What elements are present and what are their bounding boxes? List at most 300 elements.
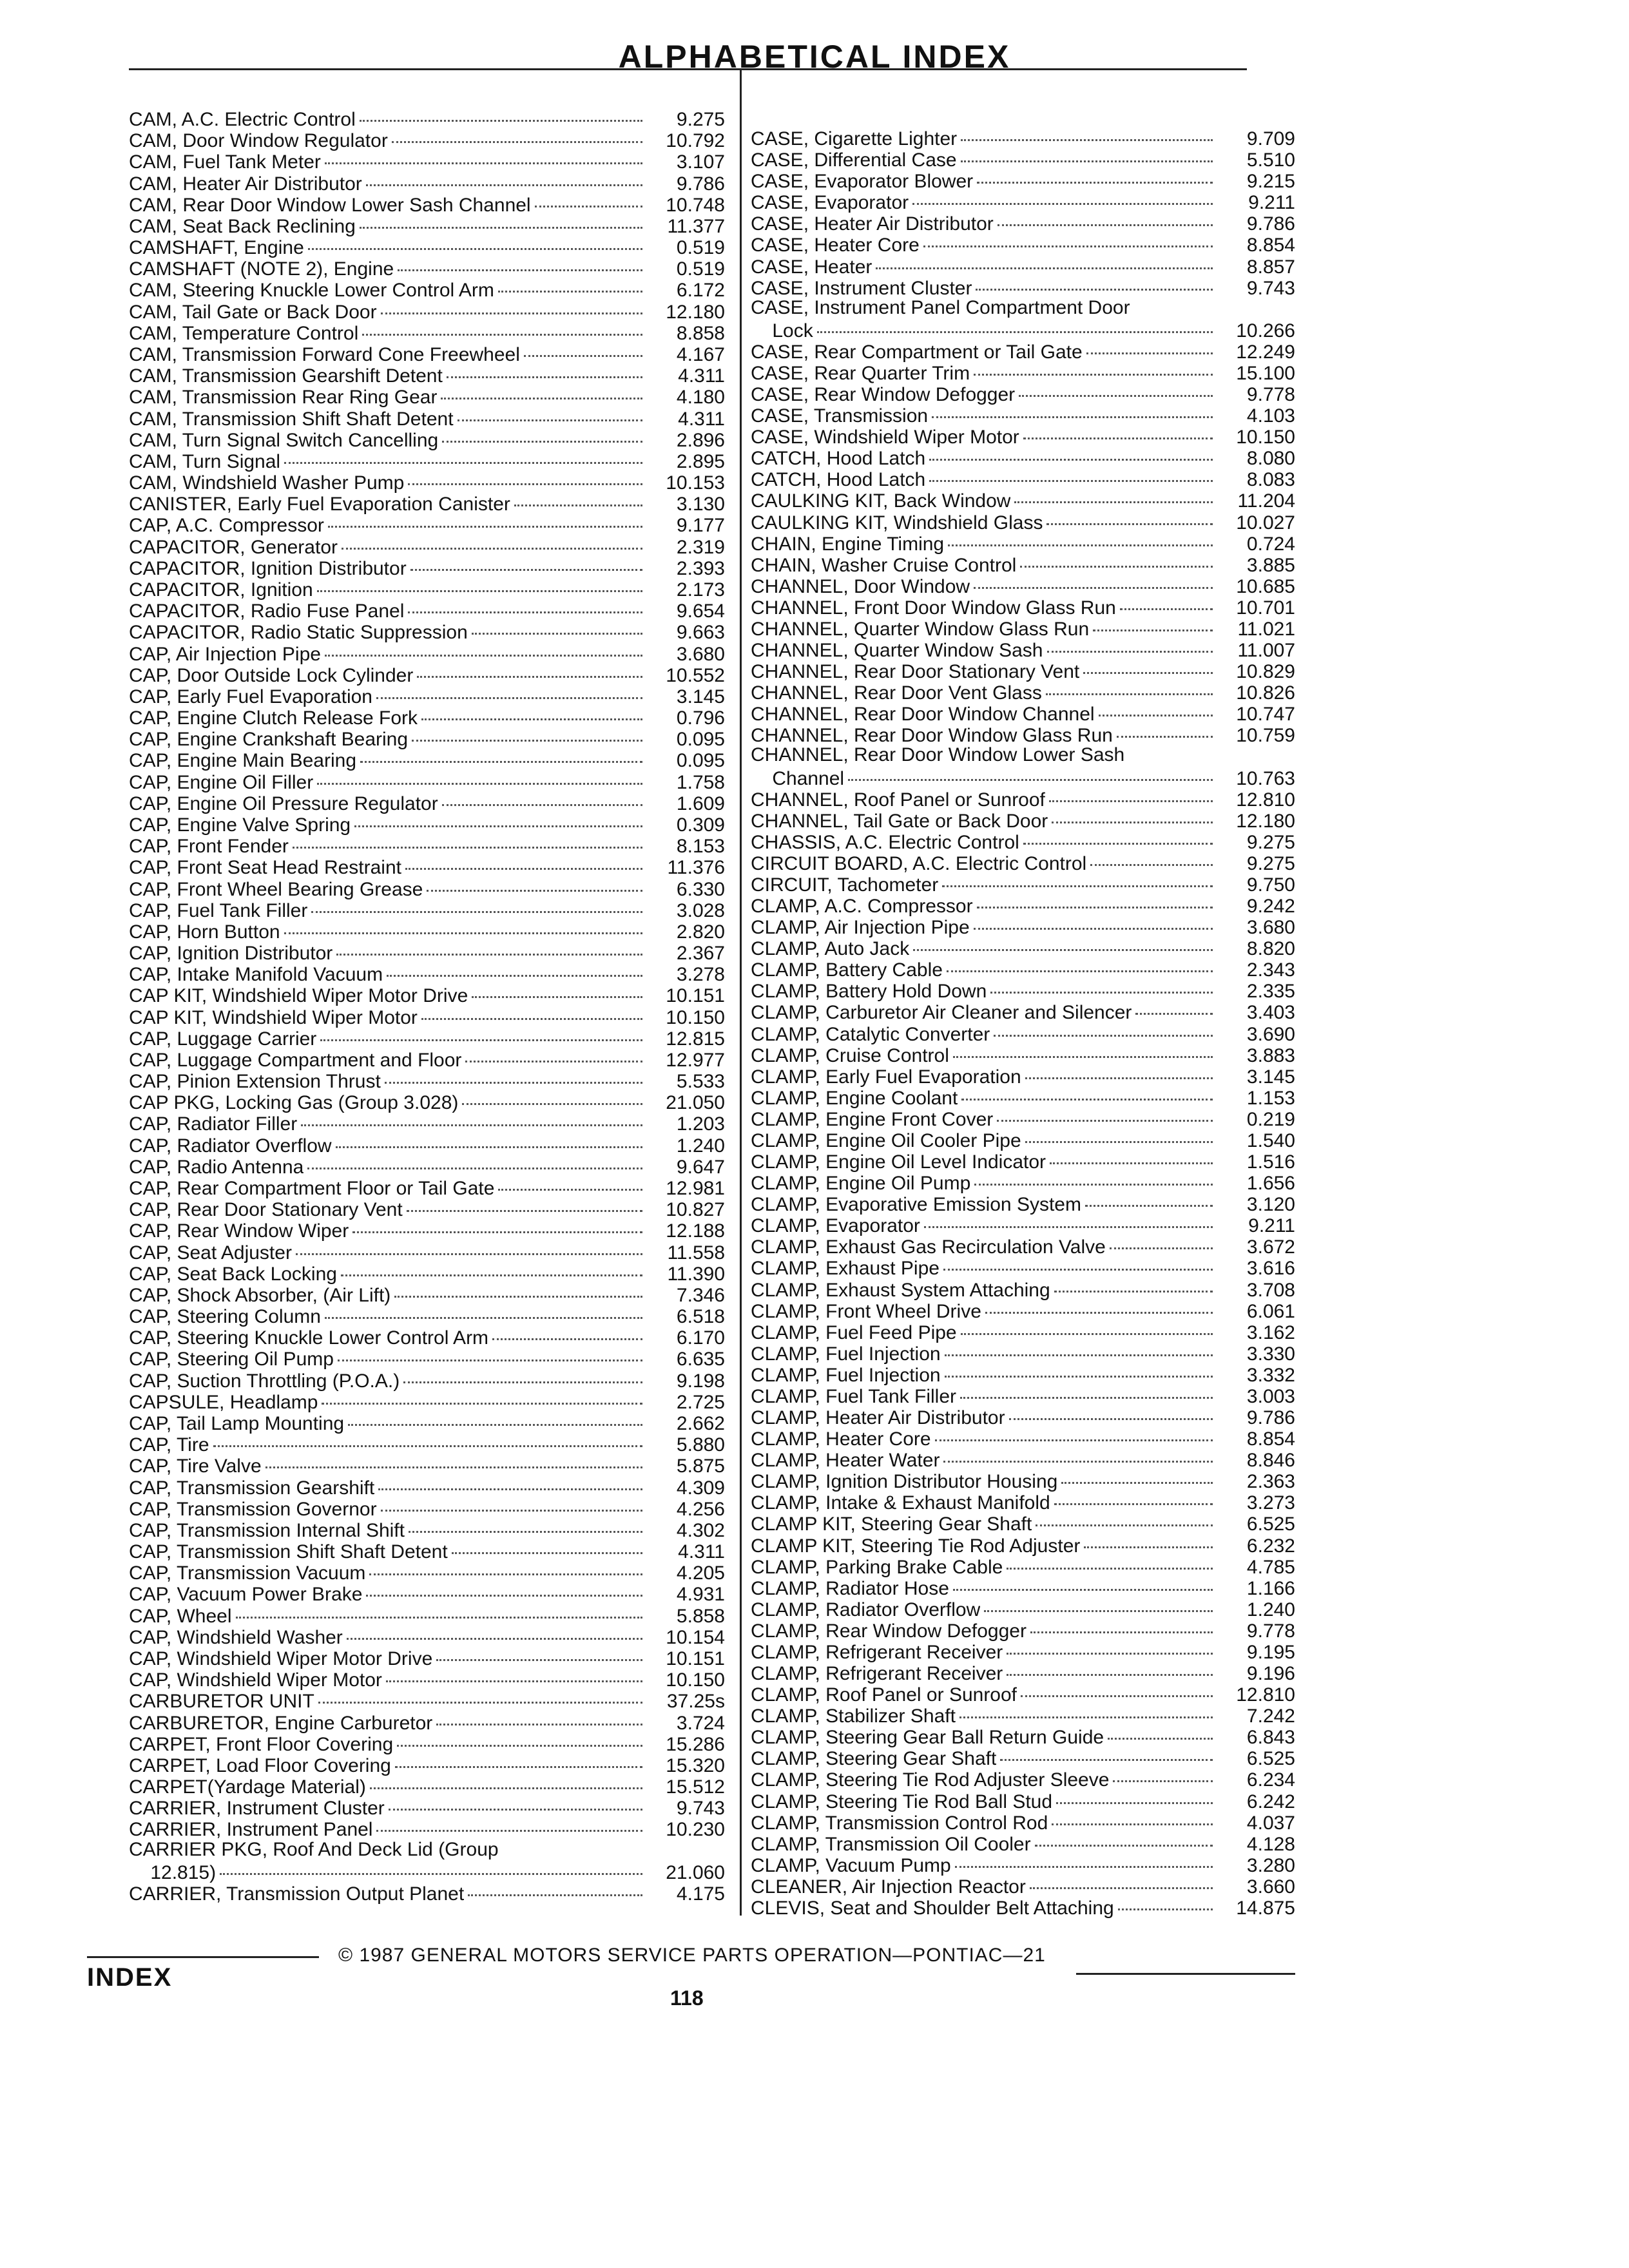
entry-reference: 1.656 (1246, 1173, 1295, 1194)
entry-reference: 10.027 (1236, 512, 1295, 533)
entry-reference: 2.335 (1246, 981, 1295, 1002)
index-entry (751, 1166, 1295, 1194)
dot-leader (1019, 373, 1213, 397)
entry-reference: 12.249 (1236, 341, 1295, 363)
entry-reference: 9.275 (676, 109, 725, 130)
entry-name: CARBURETOR, Engine Carburetor (129, 1713, 433, 1734)
entry-name: CASE, Instrument Panel Compartment Door (751, 297, 1130, 318)
entry-reference: 6.635 (676, 1349, 725, 1370)
entry-name: CHANNEL, Quarter Window Glass Run (751, 619, 1090, 640)
entry-reference: 6.518 (676, 1306, 725, 1327)
index-entry (751, 782, 1295, 811)
entry-name: CHANNEL, Rear Door Window Glass Run (751, 725, 1113, 746)
entry-reference: 8.854 (1246, 1428, 1295, 1450)
entry-reference: 10.552 (666, 665, 725, 686)
entry-reference: 11.204 (1237, 490, 1295, 512)
entry-reference: 12.977 (666, 1050, 725, 1071)
entry-name: CARRIER, Instrument Cluster (129, 1798, 385, 1819)
entry-reference: 1.758 (676, 772, 725, 793)
dot-leader (924, 1204, 1213, 1228)
entry-reference: 10.150 (666, 1669, 725, 1691)
entry-reference: 2.343 (1246, 959, 1295, 981)
dot-leader (1000, 1737, 1213, 1761)
entry-name: CHANNEL, Rear Door Vent Glass (751, 682, 1042, 704)
dot-leader (1054, 1481, 1213, 1505)
entry-name: CLAMP, Steering Gear Shaft (751, 1748, 997, 1769)
entry-reference: 9.211 (1248, 192, 1295, 213)
dot-leader (912, 181, 1213, 205)
entry-name: CAP, Seat Adjuster (129, 1242, 292, 1264)
index-entry (751, 1123, 1295, 1151)
entry-name: CLAMP, Radiator Overflow (751, 1599, 981, 1620)
dot-leader (1086, 331, 1213, 354)
index-entry (751, 1485, 1295, 1514)
entry-reference: 5.533 (676, 1071, 725, 1092)
entry-name: CLAMP, Evaporator (751, 1215, 920, 1236)
entry-name: CASE, Evaporator (751, 192, 909, 213)
entry-name: CLAMP, Heater Core (751, 1428, 931, 1450)
entry-name: CLAMP, Auto Jack (751, 938, 910, 959)
entry-name: CAPACITOR, Generator (129, 537, 338, 558)
dot-leader (1050, 1140, 1213, 1164)
entry-reference: 3.708 (1246, 1280, 1295, 1301)
entry-reference: 12.810 (1236, 789, 1295, 811)
entry-name: CATCH, Hood Latch (751, 448, 926, 469)
entry-reference: 9.196 (1246, 1663, 1295, 1684)
dot-leader (817, 309, 1213, 333)
entry-name: CAP, Rear Compartment Floor or Tail Gate (129, 1178, 495, 1199)
dot-leader (960, 1375, 1213, 1399)
entry-reference: 10.763 (1236, 768, 1295, 789)
page-number: 118 (670, 1986, 704, 2010)
entry-reference: 4.256 (676, 1499, 725, 1520)
entry-name: CAULKING KIT, Windshield Glass (751, 512, 1043, 533)
entry-reference: 4.311 (678, 408, 725, 430)
entry-name: CLAMP, Battery Cable (751, 959, 943, 981)
entry-reference: 10.230 (666, 1819, 725, 1840)
entry-name: CLAMP, A.C. Compressor (751, 896, 973, 917)
entry-reference: 9.786 (676, 173, 725, 195)
entry-reference: 9.195 (1246, 1642, 1295, 1663)
index-entry (751, 1784, 1295, 1812)
entry-reference: 3.330 (1246, 1343, 1295, 1365)
entry-name: CAP, Radiator Overflow (129, 1135, 332, 1157)
entry-name: CLAMP, Engine Front Cover (751, 1109, 994, 1130)
entry-reference: 7.242 (1246, 1706, 1295, 1727)
entry-reference: 37.25s (666, 1691, 725, 1712)
dot-leader (1023, 821, 1213, 845)
entry-name: CLAMP KIT, Steering Tie Rod Adjuster (751, 1535, 1081, 1557)
dot-leader (1093, 608, 1213, 631)
entry-reference: 4.311 (678, 1541, 725, 1562)
entry-reference: 11.558 (667, 1242, 725, 1264)
entry-reference: 2.367 (676, 943, 725, 964)
dot-leader (1025, 1119, 1213, 1143)
entry-name: CHANNEL, Quarter Window Sash (751, 640, 1043, 661)
dot-leader (1007, 1652, 1213, 1676)
entry-reference: 6.330 (676, 879, 725, 900)
entry-name: CAP, A.C. Compressor (129, 515, 324, 536)
dot-leader (953, 1567, 1213, 1591)
entry-reference: 10.151 (666, 1648, 725, 1669)
entry-name: CLAMP, Exhaust Gas Recirculation Valve (751, 1236, 1106, 1258)
entry-reference: 3.680 (676, 644, 725, 665)
entry-reference: 8.857 (1246, 256, 1295, 278)
entry-name: CLAMP, Cruise Control (751, 1045, 949, 1066)
entry-name: CAP, Wheel (129, 1606, 232, 1627)
entry-reference: 3.003 (1246, 1386, 1295, 1407)
entry-name: CIRCUIT, Tachometer (751, 874, 939, 896)
entry-reference: 3.162 (1246, 1322, 1295, 1343)
entry-reference: 0.309 (676, 814, 725, 836)
entry-reference: 2.725 (676, 1392, 725, 1413)
entry-name: CLAMP, Engine Oil Cooler Pipe (751, 1130, 1021, 1151)
entry-name: CARBURETOR UNIT (129, 1691, 314, 1712)
entry-name: CAM, Transmission Shift Shaft Detent (129, 408, 454, 430)
entry-name: CHANNEL, Rear Door Window Channel (751, 704, 1095, 725)
entry-name: CARPET, Front Floor Covering (129, 1734, 394, 1755)
dot-leader (945, 1332, 1213, 1356)
entry-reference: 10.748 (666, 195, 725, 216)
entry-reference: 1.609 (676, 793, 725, 814)
entry-name: CASE, Differential Case (751, 149, 957, 171)
entry-name: CASE, Heater (751, 256, 872, 278)
entry-reference: 9.647 (676, 1157, 725, 1178)
index-entry (751, 271, 1295, 299)
entry-name: CAP, Steering Oil Pump (129, 1349, 334, 1370)
entry-name: CAPACITOR, Radio Fuse Panel (129, 601, 405, 622)
entry-reference: 2.895 (676, 451, 725, 472)
entry-reference: 9.275 (1246, 853, 1295, 874)
dot-leader (953, 1034, 1213, 1058)
entry-reference: 0.724 (1246, 533, 1295, 555)
entry-reference: 0.519 (676, 237, 725, 258)
dot-leader (977, 160, 1213, 184)
dot-leader (1084, 1524, 1213, 1548)
entry-name: CAP, Radiator Filler (129, 1113, 298, 1135)
entry-reference: 5.510 (1246, 149, 1295, 171)
entry-reference: 4.311 (678, 365, 725, 387)
entry-name: CHAIN, Engine Timing (751, 533, 945, 555)
dot-leader (1009, 1396, 1213, 1420)
dot-leader (998, 202, 1213, 226)
entry-name: CAP, Engine Valve Spring (129, 814, 351, 836)
index-entry (751, 569, 1295, 597)
entry-name: CAP, Fuel Tank Filler (129, 900, 308, 921)
entry-reference: 4.309 (676, 1477, 725, 1499)
dot-leader (1061, 1460, 1213, 1484)
index-entry (751, 1506, 1295, 1535)
entry-reference: 2.896 (676, 430, 725, 451)
entry-name: CAP, Early Fuel Evaporation (129, 686, 372, 707)
page-title: ALPHABETICAL INDEX (618, 39, 1011, 75)
entry-name: CLAMP, Fuel Feed Pipe (751, 1322, 957, 1343)
entry-reference: 3.680 (1246, 917, 1295, 938)
entry-name: CAP, Engine Crankshaft Bearing (129, 729, 409, 750)
dot-leader (913, 927, 1213, 951)
entry-name: CAP, Radio Antenna (129, 1157, 304, 1178)
entry-reference: 9.709 (1246, 128, 1295, 149)
entry-reference: 5.858 (676, 1606, 725, 1627)
dot-leader (1030, 1865, 1213, 1889)
entry-reference: 4.103 (1246, 405, 1295, 427)
entry-name: CARRIER PKG, Roof And Deck Lid (Group (129, 1839, 499, 1860)
entry-reference: 10.266 (1236, 320, 1295, 341)
entry-name: CAP, Front Seat Head Restraint (129, 857, 401, 878)
entry-name: CAP, Steering Knuckle Lower Control Arm (129, 1327, 489, 1349)
entry-reference: 15.100 (1236, 363, 1295, 384)
index-entry (751, 1890, 1295, 1919)
entry-reference: 5.880 (676, 1434, 725, 1456)
entry-reference: 2.363 (1246, 1471, 1295, 1492)
entry-name: CAP, Windshield Wiper Motor Drive (129, 1648, 433, 1669)
dot-leader (1035, 1823, 1213, 1847)
entry-name: CLAMP, Ignition Distributor Housing (751, 1471, 1058, 1492)
entry-reference: 10.747 (1236, 704, 1295, 725)
entry-name: CASE, Heater Core (751, 235, 920, 256)
entry-name: CLAMP, Catalytic Converter (751, 1024, 990, 1045)
entry-name: CLAMP, Steering Tie Rod Ball Stud (751, 1791, 1053, 1812)
dot-leader (974, 906, 1213, 930)
entry-reference: 12.180 (1236, 811, 1295, 832)
entry-reference: 8.153 (676, 836, 725, 857)
entry-name: CAP, Shock Absorber, (Air Lift) (129, 1285, 391, 1306)
entry-name: CAP, Front Wheel Bearing Grease (129, 879, 423, 900)
dot-leader (1036, 1503, 1213, 1526)
entry-name: CHANNEL, Door Window (751, 576, 970, 597)
entry-name: CARPET, Load Floor Covering (129, 1755, 391, 1776)
dot-leader (1085, 1183, 1213, 1207)
entry-name: CAM, Turn Signal (129, 451, 281, 472)
entry-name: CLAMP, Refrigerant Receiver (751, 1663, 1003, 1684)
entry-reference: 10.151 (666, 985, 725, 1006)
entry-name: CATCH, Hood Latch (751, 469, 926, 490)
index-entry (751, 974, 1295, 1002)
entry-name: CHASSIS, A.C. Electric Control (751, 832, 1019, 853)
dot-leader (974, 352, 1213, 376)
entry-name: CLAMP, Stabilizer Shaft (751, 1706, 956, 1727)
entry-reference: 12.188 (666, 1220, 725, 1242)
entry-reference: 14.875 (1236, 1898, 1295, 1919)
entry-name: CAMSHAFT (NOTE 2), Engine (129, 258, 394, 280)
entry-name: CAM, Transmission Rear Ring Gear (129, 387, 438, 408)
index-entry (751, 313, 1295, 341)
entry-name: CHANNEL, Rear Door Stationary Vent (751, 661, 1080, 682)
entry-reference: 2.173 (676, 579, 725, 601)
entry-name: CAP, Engine Main Bearing (129, 750, 356, 771)
entry-reference: 9.743 (676, 1798, 725, 1819)
index-entry (751, 1251, 1295, 1279)
entry-name: CAP, Windshield Wiper Motor (129, 1669, 382, 1691)
entry-name: CAP, Steering Column (129, 1306, 321, 1327)
entry-reference: 6.170 (676, 1327, 725, 1349)
index-entry (751, 825, 1295, 853)
dot-leader (984, 1588, 1213, 1612)
entry-reference: 3.145 (1246, 1066, 1295, 1088)
entry-name: CLAMP, Transmission Control Rod (751, 1812, 1048, 1834)
entry-reference: 11.377 (667, 216, 725, 237)
entry-reference: 3.273 (1246, 1492, 1295, 1514)
entry-name: CAPACITOR, Radio Static Suppression (129, 622, 468, 643)
entry-reference: 15.320 (666, 1755, 725, 1776)
entry-reference: 11.007 (1237, 640, 1295, 661)
entry-name: CARPET(Yardage Material) (129, 1776, 366, 1798)
entry-name: CAP, Transmission Vacuum (129, 1562, 366, 1584)
entry-name: CAM, Turn Signal Switch Cancelling (129, 430, 439, 451)
entry-reference: 3.885 (1246, 555, 1295, 576)
entry-reference: 0.095 (676, 729, 725, 750)
index-entry (751, 675, 1295, 704)
entry-name: CLAMP, Engine Oil Pump (751, 1173, 971, 1194)
entry-name: CAP, Front Fender (129, 836, 289, 857)
dot-leader (876, 245, 1213, 269)
entry-name: CLAMP, Carburetor Air Cleaner and Silencer (751, 1002, 1132, 1023)
entry-name: CAP, Luggage Compartment and Floor (129, 1050, 462, 1071)
index-entry (751, 718, 1295, 746)
entry-reference: 3.616 (1246, 1258, 1295, 1279)
entry-name: CHAIN, Washer Cruise Control (751, 555, 1017, 576)
index-entry (751, 633, 1295, 661)
entry-name: CLAMP, Parking Brake Cable (751, 1557, 1003, 1578)
dot-leader (1134, 288, 1213, 310)
entry-reference: 4.205 (676, 1562, 725, 1584)
entry-reference: 1.240 (1246, 1599, 1295, 1620)
entry-reference: 9.786 (1246, 1407, 1295, 1428)
entry-reference: 10.153 (666, 472, 725, 494)
dot-leader (976, 267, 1213, 291)
entry-reference: 9.743 (1246, 278, 1295, 299)
entry-name: CLAMP, Fuel Injection (751, 1365, 941, 1386)
dot-leader (1049, 778, 1213, 802)
entry-reference: 3.278 (676, 964, 725, 985)
entry-reference: 15.286 (666, 1734, 725, 1755)
dot-leader (990, 970, 1213, 994)
entry-name: CLAMP, Radiator Hose (751, 1578, 949, 1599)
entry-name: CAMSHAFT, Engine (129, 237, 304, 258)
entry-name: CAM, Transmission Gearshift Detent (129, 365, 443, 387)
entry-name: CAP, Luggage Carrier (129, 1028, 317, 1050)
copyright-notice: © 1987 GENERAL MOTORS SERVICE PARTS OPERATION—PONTIAC—21 (338, 1945, 1046, 1966)
entry-name: CAP, Rear Door Stationary Vent (129, 1199, 403, 1220)
dot-leader (1083, 650, 1213, 674)
entry-reference: 12.810 (1236, 1684, 1295, 1706)
entry-reference: 3.028 (676, 900, 725, 921)
entry-reference: 4.167 (676, 344, 725, 365)
dot-leader (974, 1162, 1213, 1186)
entry-name: CAP, Windshield Washer (129, 1627, 343, 1648)
entry-reference: 5.875 (676, 1456, 725, 1477)
entry-reference: 9.778 (1246, 1620, 1295, 1642)
index-entry (751, 1464, 1295, 1492)
entry-name: CAULKING KIT, Back Window (751, 490, 1011, 512)
entry-reference: 0.519 (676, 258, 725, 280)
dot-leader (1099, 693, 1213, 716)
entry-reference: 3.145 (676, 686, 725, 707)
dot-leader (1046, 671, 1213, 695)
entry-reference: 10.701 (1236, 597, 1295, 619)
dot-leader (943, 1439, 1213, 1463)
entry-reference: 6.232 (1246, 1535, 1295, 1557)
entry-name: CAP, Vacuum Power Brake (129, 1584, 363, 1605)
dot-leader (985, 1290, 1213, 1314)
entry-name: CLAMP, Exhaust Pipe (751, 1258, 940, 1279)
dot-leader (943, 1247, 1213, 1271)
dot-leader (1056, 1780, 1213, 1804)
entry-reference: 10.150 (666, 1007, 725, 1028)
entry-name: CHANNEL, Roof Panel or Sunroof (751, 789, 1045, 811)
entry-name: CAPACITOR, Ignition (129, 579, 313, 601)
entry-reference: 10.826 (1236, 682, 1295, 704)
dot-leader (935, 1418, 1213, 1441)
entry-reference: 11.376 (667, 857, 725, 878)
index-entry (751, 590, 1295, 619)
entry-reference: 3.130 (676, 494, 725, 515)
entry-name: CLAMP, Engine Oil Level Indicator (751, 1151, 1046, 1173)
entry-name: CAM, Rear Door Window Lower Sash Channel (129, 195, 531, 216)
entry-reference: 9.663 (676, 622, 725, 643)
dot-leader (955, 1844, 1213, 1868)
index-entry (751, 1443, 1295, 1471)
entry-name: CLAMP KIT, Steering Gear Shaft (751, 1514, 1032, 1535)
entry-reference: 3.332 (1246, 1365, 1295, 1386)
entry-reference: 9.211 (1248, 1215, 1295, 1236)
entry-name: CAP, Transmission Governor (129, 1499, 377, 1520)
dot-leader (923, 224, 1213, 247)
dot-leader (1052, 1802, 1213, 1825)
entry-reference: 1.240 (676, 1135, 725, 1157)
entry-name: CAP, Horn Button (129, 921, 280, 943)
dot-leader (1117, 714, 1213, 738)
entry-name: CAP, Seat Back Locking (129, 1264, 337, 1285)
entry-name: CLAMP, Vacuum Pump (751, 1855, 951, 1876)
entry-name: CLAMP, Fuel Tank Filler (751, 1386, 957, 1407)
entry-name: CAP, Air Injection Pipe (129, 644, 321, 665)
dot-leader (997, 1098, 1213, 1122)
entry-name: CAP, Tire Valve (129, 1456, 262, 1477)
footer-rule-right (1076, 1973, 1295, 1975)
dot-leader (1007, 1546, 1213, 1570)
entry-name: CLAMP, Heater Air Distributor (751, 1407, 1005, 1428)
entry-name: CAM, Heater Air Distributor (129, 173, 362, 195)
entry-name: CAP, Rear Window Wiper (129, 1220, 349, 1242)
dot-leader (947, 948, 1213, 972)
entry-name: CLAMP, Transmission Oil Cooler (751, 1834, 1031, 1855)
entry-name: CAPACITOR, Ignition Distributor (129, 558, 407, 579)
entry-reference: 4.931 (676, 1584, 725, 1605)
entry-reference: 1.166 (1246, 1578, 1295, 1599)
entry-reference: 6.061 (1246, 1301, 1295, 1322)
index-entry (751, 1762, 1295, 1791)
index-entry (751, 1592, 1295, 1620)
entry-name: CASE, Rear Window Defogger (751, 384, 1016, 405)
entry-name: CAM, Steering Knuckle Lower Control Arm (129, 280, 494, 301)
entry-name: CAP, Transmission Internal Shift (129, 1520, 405, 1541)
entry-name: CAP, Transmission Gearshift (129, 1477, 375, 1499)
entry-reference: 6.525 (1246, 1514, 1295, 1535)
entry-reference: 12.815 (666, 1028, 725, 1050)
dot-leader (1118, 1887, 1213, 1910)
entry-name: CAP KIT, Windshield Wiper Motor (129, 1007, 418, 1028)
dot-leader (929, 458, 1213, 482)
index-entry (751, 1848, 1295, 1876)
entry-reference: 9.198 (676, 1370, 725, 1392)
index-entry (751, 1698, 1295, 1727)
entry-name: CASE, Rear Quarter Trim (751, 363, 970, 384)
entry-reference: 0.219 (1246, 1109, 1295, 1130)
entry-name: CLAMP, Battery Hold Down (751, 981, 987, 1002)
entry-reference: 12.981 (666, 1178, 725, 1199)
entry-name: CAP, Engine Oil Filler (129, 772, 314, 793)
